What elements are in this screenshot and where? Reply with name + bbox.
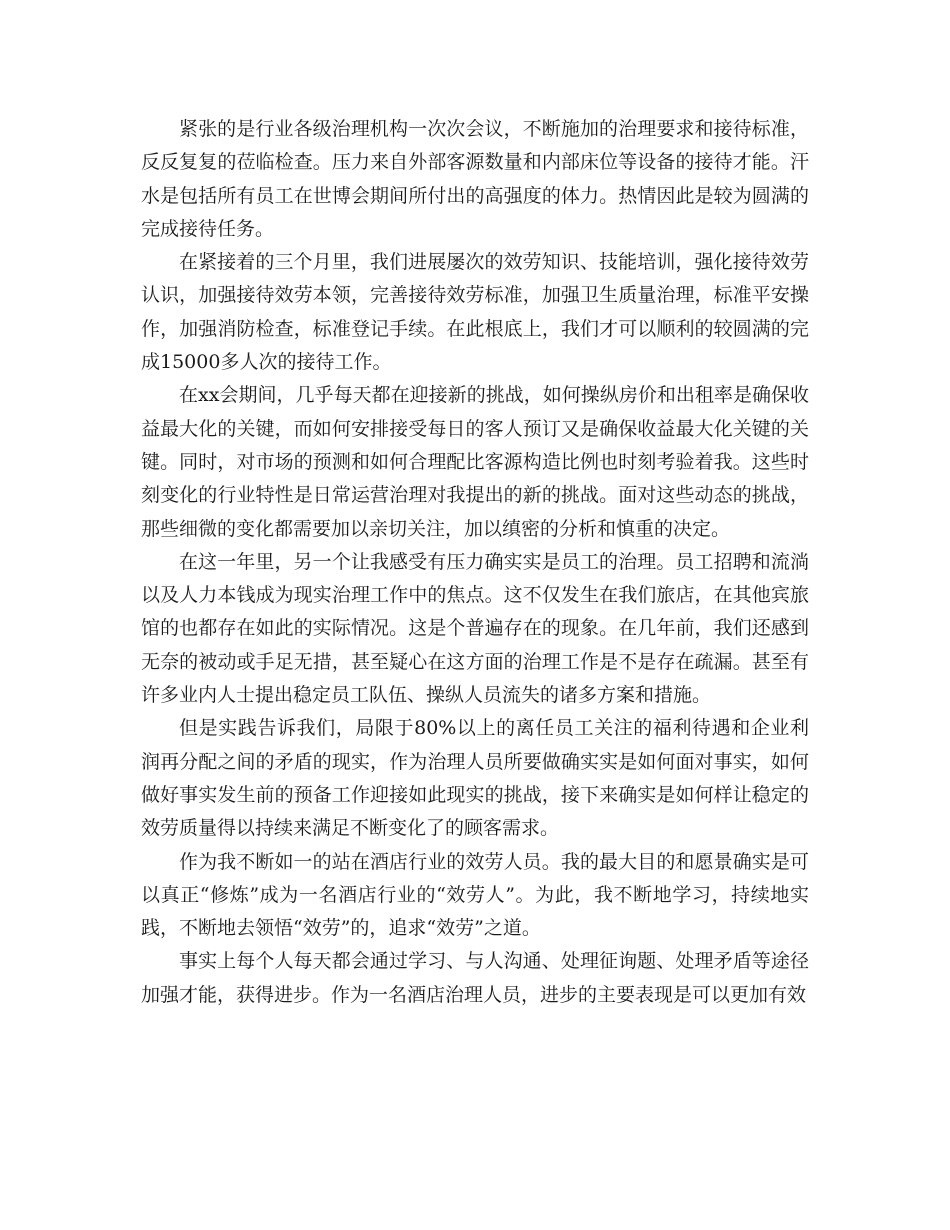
paragraph: 但是实践告诉我们，局限于80%以上的离任员工关注的福利待遇和企业利润再分配之间的矛盾的现实，作为治理人员所要做确实实是如何面对事实，如何做好事实发生前的预备工作迎接如此现实的挑战，接下来确实是如何样让稳定的效劳质量得以持续来满足不断变化了的顾客需求。 [141,717,809,840]
paragraph: 紧张的是行业各级治理机构一次次会议，不断施加的治理要求和接待标准，反反复复的莅临检查。压力来自外部客源数量和内部床位等设备的接待才能。汗水是包括所有员工在世博会期间所付出的高强度的体力。热情因此是较为圆满的完成接待任务。 [141,118,809,240]
paragraph: 事实上每个人每天都会通过学习、与人沟通、处理征询题、处理矛盾等途径加强才能，获得进步。作为一名酒店治理人员，进步的主要表现是可以更加有效 [141,950,809,1006]
document-body [141,113,809,1012]
paragraph: 在xx会期间，几乎每天都在迎接新的挑战，如何操纵房价和出租率是确保收益最大化的关键，而如何安排接受每日的客人预订又是确保收益最大化关键的关键。同时，对市场的预测和如何合理配比客源构造比例也时刻考验着我。这些时刻变化的行业特性是日常运营治理对我提出的新的挑战。面对这些动态的挑战，那些细微的变化都需要加以亲切关注，加以缜密的分析和慎重的决定。 [141,384,809,540]
paragraph: 作为我不断如一的站在酒店行业的效劳人员。我的最大目的和愿景确实是可以真正“修炼”成为一名酒店行业的“效劳人”。为此，我不断地学习，持续地实践，不断地去领悟“效劳”的，追求“效劳”之道。 [141,850,809,940]
paragraph: 在这一年里，另一个让我感受有压力确实实是员工的治理。员工招聘和流淌以及人力本钱成为现实治理工作中的焦点。这不仅发生在我们旅店，在其他宾旅馆的也都存在如此的实际情况。这是个普遍存在的现象。在几年前，我们还感到无奈的被动或手足无措，甚至疑心在这方面的治理工作是不是存在疏漏。甚至有许多业内人士提出稳定员工队伍、操纵人员流失的诸多方案和措施。 [141,550,809,707]
paragraph: 在紧接着的三个月里，我们进展屡次的效劳知识、技能培训，强化接待效劳认识，加强接待效劳本领，完善接待效劳标准，加强卫生质量治理，标准平安操作，加强消防检查，标准登记手续。在此根底上，我们才可以顺利的较圆满的完成15000多人次的接待工作。 [141,251,809,374]
